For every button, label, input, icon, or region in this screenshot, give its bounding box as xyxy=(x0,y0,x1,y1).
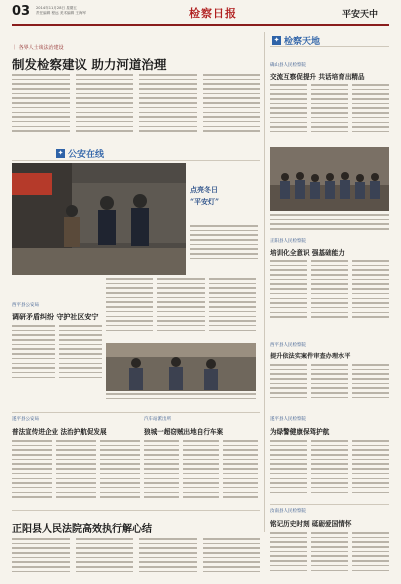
masthead-rule xyxy=(12,24,389,26)
right-article-1-kicker: 确山县人民检察院 xyxy=(270,63,306,68)
page-number: 03 xyxy=(12,4,31,19)
police-photo xyxy=(12,163,186,275)
procuratorate-photo xyxy=(270,147,389,211)
right-article-1-headline: 交流互察促提升 共话培育出精品 xyxy=(270,73,365,81)
right-article-3-kicker: 西平县人民检察院 xyxy=(270,343,306,348)
photo-illustration xyxy=(270,147,389,211)
middle-body xyxy=(106,278,256,340)
section-name: 平安天中 xyxy=(342,10,379,20)
section-rule xyxy=(270,46,389,47)
lead-body xyxy=(12,74,260,142)
left-article-2-headline: 调研矛盾纠纷 守护社区安宁 xyxy=(12,312,99,321)
middle-photo xyxy=(106,343,256,391)
right-article-5-body xyxy=(270,532,389,580)
right-article-3-headline: 提升依法实案件审查办理水平 xyxy=(270,353,351,360)
photo-caption-title: 点亮冬日 xyxy=(190,185,218,194)
right-photo-caption xyxy=(270,214,389,236)
left-article-3-body xyxy=(12,440,140,506)
left-article-3-headline: 普法宣传进企业 法治护航促发展 xyxy=(12,428,107,436)
right-article-3-body xyxy=(270,364,389,408)
middle-photo-caption xyxy=(106,393,256,403)
mid-article-3-body xyxy=(144,440,258,506)
right-article-4-body xyxy=(270,440,389,500)
section-rule xyxy=(12,412,260,413)
bottom-body xyxy=(12,538,260,580)
section-header-procuratorate: ✦ 检察天地 xyxy=(273,36,321,47)
right-article-2-body xyxy=(270,260,389,328)
shield-icon: ✦ xyxy=(57,149,64,157)
photo-caption-block xyxy=(190,185,258,207)
photo-illustration xyxy=(12,163,186,275)
photo-caption-text xyxy=(190,225,258,269)
section-header-police: ✦ 公安在线 xyxy=(57,149,105,160)
lead-kicker: ｜ 各界人士谈法治建设 xyxy=(12,45,64,51)
right-article-2-kicker: 正阳县人民检察院 xyxy=(270,239,306,244)
editor-line: 责任编辑 程远 美术编辑 王海军 xyxy=(36,11,87,15)
left-article-3-kicker: 遂平县公安局 xyxy=(12,417,39,422)
right-article-5-headline: 铭记历史时刻 砥砺爱国情怀 xyxy=(270,520,352,528)
column-divider xyxy=(264,32,265,532)
left-article-2-kicker: 西平县公安局 xyxy=(12,303,39,308)
mid-article-3-headline: 狼城一超窃贼出地自行车案 xyxy=(144,428,224,436)
section-rule xyxy=(12,160,260,161)
right-article-4-headline: 为绿警健康保驾护航 xyxy=(270,428,330,436)
photo-illustration xyxy=(106,343,256,391)
right-article-1-body xyxy=(270,84,389,142)
shield-icon: ✦ xyxy=(273,36,280,44)
paper-logo: 检察日报 xyxy=(189,7,237,20)
right-article-2-headline: 培训化全意识 强基础能力 xyxy=(270,249,345,257)
section-rule xyxy=(270,504,389,505)
bottom-headline: 正阳县人民法院高效执行解心结 xyxy=(12,524,152,535)
photo-caption-sub: “平安灯” xyxy=(190,197,220,206)
section-rule xyxy=(12,510,260,511)
left-article-2-body xyxy=(12,325,102,385)
mid-article-3-kicker: 汽车站派出所 xyxy=(144,417,171,422)
lead-headline: 制发检察建议 助力河道治理 xyxy=(12,57,167,72)
masthead xyxy=(12,4,389,26)
right-article-4-kicker: 遂平县人民检察院 xyxy=(270,417,306,422)
date-line: 2014年11月28日 星期五 xyxy=(36,6,77,10)
right-article-5-kicker: 汝南县人民检察院 xyxy=(270,509,306,514)
